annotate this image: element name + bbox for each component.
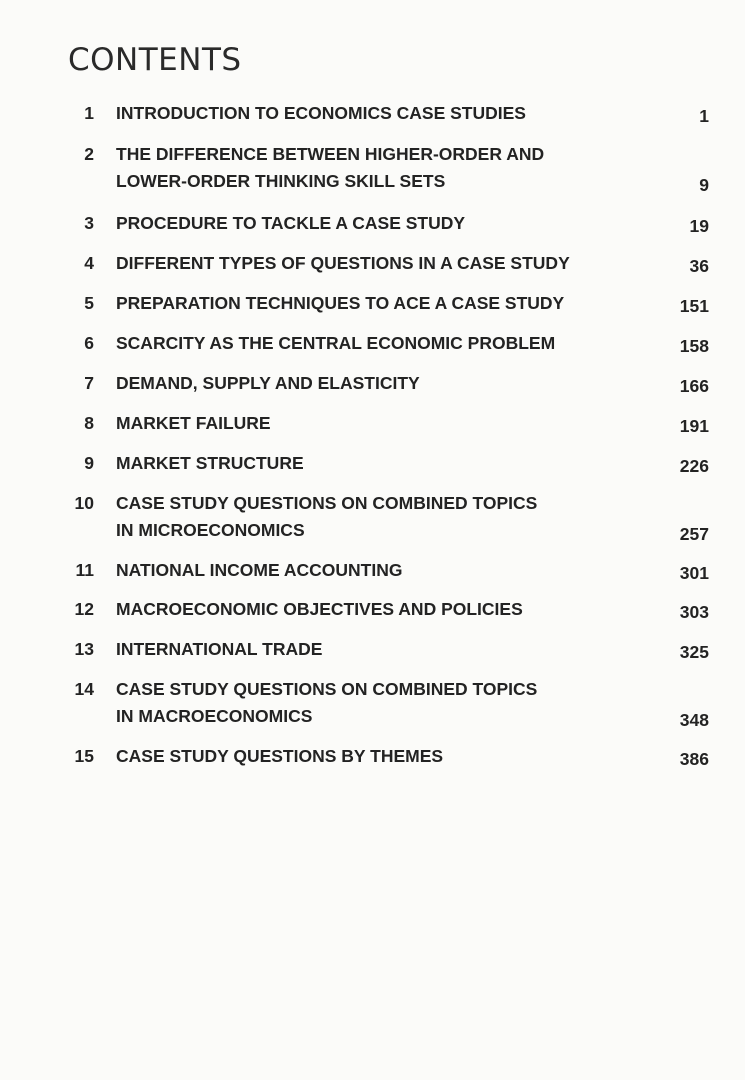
chapter-title-line: CASE STUDY QUESTIONS ON COMBINED TOPICS (116, 679, 538, 699)
chapter-number: 10 (74, 493, 94, 513)
chapter-title-line: CASE STUDY QUESTIONS ON COMBINED TOPICS (116, 493, 538, 513)
page-number: 36 (689, 256, 709, 276)
chapter-number: 1 (84, 103, 94, 123)
chapter-number: 8 (84, 413, 94, 433)
chapter-title-line: MARKET FAILURE (116, 413, 271, 433)
chapter-number: 15 (74, 746, 94, 766)
chapter-title (116, 410, 626, 437)
page-number: 9 (699, 175, 709, 195)
chapter-number: 6 (84, 333, 94, 353)
chapter-title (116, 250, 626, 277)
chapter-title-line: LOWER-ORDER THINKING SKILL SETS (116, 171, 446, 191)
page-number: 226 (679, 456, 709, 476)
page-number: 303 (679, 602, 709, 622)
chapter-title-line: INTERNATIONAL TRADE (116, 639, 323, 659)
chapter-title-line: PREPARATION TECHNIQUES TO ACE A CASE STUDY (116, 293, 565, 313)
chapter-title (116, 596, 626, 623)
chapter-title-line: CASE STUDY QUESTIONS BY THEMES (116, 746, 444, 766)
page-number: 166 (679, 376, 709, 396)
chapter-title-line: INTRODUCTION TO ECONOMICS CASE STUDIES (116, 103, 526, 123)
chapter-title (116, 330, 626, 357)
page-number: 19 (689, 216, 709, 236)
page-number: 1 (699, 106, 709, 126)
page-number: 257 (679, 524, 709, 544)
chapter-number: 7 (84, 373, 94, 393)
chapter-title-line: MARKET STRUCTURE (116, 453, 304, 473)
chapter-title (116, 290, 626, 317)
chapter-title-line: THE DIFFERENCE BETWEEN HIGHER-ORDER AND (116, 144, 545, 164)
page-number: 348 (679, 710, 709, 730)
page-title: CONTENTS (68, 42, 242, 78)
chapter-title (116, 636, 626, 663)
chapter-title (116, 743, 626, 770)
chapter-number: 4 (84, 253, 94, 273)
page-number: 386 (679, 749, 709, 769)
chapter-number: 3 (84, 213, 94, 233)
chapter-title-line: PROCEDURE TO TACKLE A CASE STUDY (116, 213, 466, 233)
chapter-title (116, 490, 626, 544)
chapter-title (116, 370, 626, 397)
chapter-title-line: NATIONAL INCOME ACCOUNTING (116, 560, 403, 580)
chapter-number: 11 (75, 560, 94, 580)
chapter-title (116, 141, 626, 195)
chapter-title-line: DEMAND, SUPPLY AND ELASTICITY (116, 373, 420, 393)
chapter-title-line: IN MACROECONOMICS (116, 706, 313, 726)
chapter-number: 9 (84, 453, 94, 473)
chapter-title (116, 450, 626, 477)
chapter-number: 13 (74, 639, 94, 659)
chapter-title (116, 676, 626, 730)
chapter-title-line: SCARCITY AS THE CENTRAL ECONOMIC PROBLEM (116, 333, 556, 353)
chapter-number: 12 (74, 599, 94, 619)
chapter-title (116, 100, 626, 127)
page-number: 191 (679, 416, 709, 436)
chapter-number: 2 (84, 144, 94, 164)
chapter-number: 5 (84, 293, 94, 313)
page-number: 158 (679, 336, 709, 356)
chapter-title-line: DIFFERENT TYPES OF QUESTIONS IN A CASE STUDY (116, 253, 570, 273)
chapter-title (116, 210, 626, 237)
chapter-number: 14 (74, 679, 94, 699)
chapter-title-line: MACROECONOMIC OBJECTIVES AND POLICIES (116, 599, 523, 619)
page-number: 301 (679, 563, 709, 583)
page-number: 151 (679, 296, 709, 316)
chapter-title (116, 557, 626, 584)
page-number: 325 (679, 642, 709, 662)
chapter-title-line: IN MICROECONOMICS (116, 520, 305, 540)
